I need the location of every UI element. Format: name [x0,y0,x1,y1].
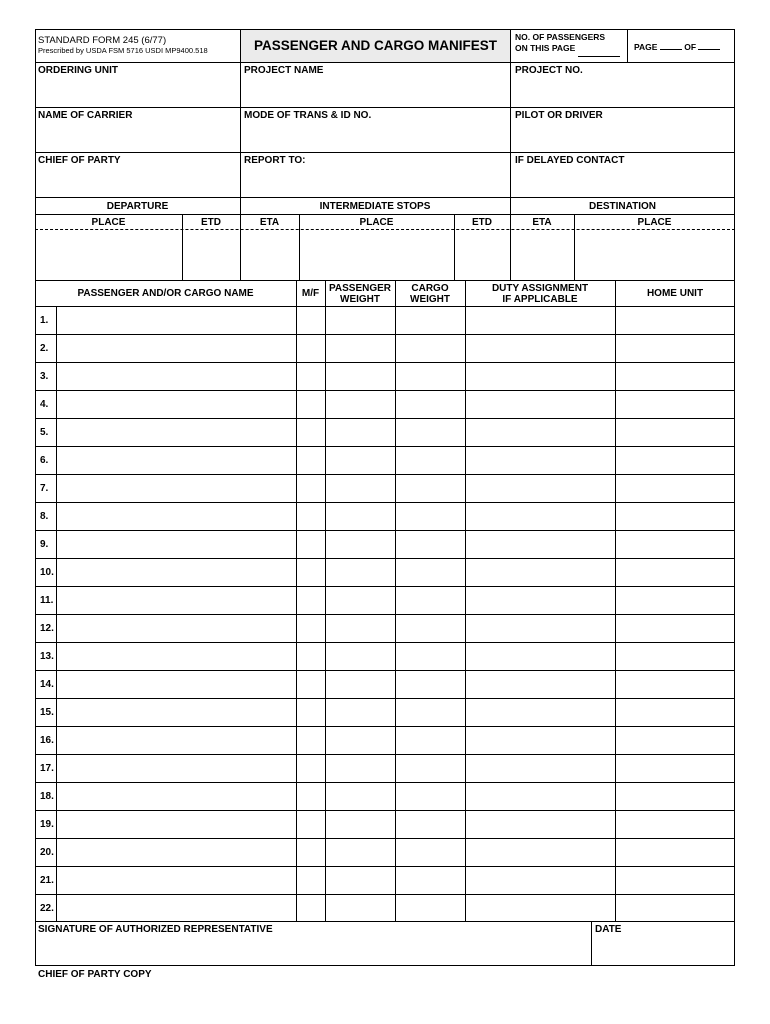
table-row[interactable] [57,727,734,754]
row-number: 15. [40,707,54,718]
destination-place-header: PLACE [637,217,672,228]
ordering-unit-label: ORDERING UNIT [38,65,118,76]
passengers-label-1: NO. OF PASSENGERS [515,32,606,42]
row-number: 6. [40,455,49,466]
passengers-label-2: ON THIS PAGE [515,43,576,53]
col-name-header: PASSENGER AND/OR CARGO NAME [77,288,254,299]
departure-etd-header: ETD [201,217,221,228]
table-row[interactable] [57,867,734,894]
copy-label: CHIEF OF PARTY COPY [38,969,152,980]
row-number: 4. [40,399,49,410]
col-home-unit-header: HOME UNIT [646,288,704,299]
departure-header: DEPARTURE [106,201,169,212]
project-name-label: PROJECT NAME [244,65,324,76]
pilot-or-driver-label: PILOT OR DRIVER [515,110,603,121]
table-row[interactable] [57,559,734,586]
table-row[interactable] [57,811,734,838]
table-row[interactable] [57,531,734,558]
col-cargo-weight-header: CARGO WEIGHT [410,283,450,305]
stops-eta-header: ETA [259,217,280,228]
departure-place-header: PLACE [91,217,126,228]
form-id: STANDARD FORM 245 (6/77) [38,35,167,46]
table-row[interactable] [57,363,734,390]
table-row[interactable] [57,307,734,334]
row-number: 5. [40,427,49,438]
row-number: 9. [40,539,49,550]
table-row[interactable] [57,587,734,614]
row-number: 8. [40,511,49,522]
project-no-label: PROJECT NO. [515,65,583,76]
row-number: 20. [40,847,54,858]
if-delayed-contact-label: IF DELAYED CONTACT [515,155,625,166]
table-row[interactable] [57,895,734,922]
row-number: 12. [40,623,54,634]
destination-header: DESTINATION [588,201,657,212]
table-row[interactable] [57,755,734,782]
table-row[interactable] [57,419,734,446]
row-number: 14. [40,679,54,690]
table-row[interactable] [57,643,734,670]
table-row[interactable] [57,475,734,502]
row-number: 16. [40,735,54,746]
intermediate-stops-header: INTERMEDIATE STOPS [319,201,431,212]
name-of-carrier-label: NAME OF CARRIER [38,110,133,121]
col-mf-header: M/F [301,288,320,299]
row-number: 19. [40,819,54,830]
col-passenger-weight-header: PASSENGER WEIGHT [328,283,392,305]
chief-of-party-label: CHIEF OF PARTY [38,155,121,166]
table-row[interactable] [57,671,734,698]
table-row[interactable] [57,839,734,866]
prescribed-note: Prescribed by USDA FSM 5716 USDI MP9400.518 [38,46,208,55]
row-number: 17. [40,763,54,774]
row-number: 18. [40,791,54,802]
row-number: 7. [40,483,49,494]
passengers-count-field[interactable] [578,56,620,57]
date-label: DATE [595,924,622,935]
page-total-field[interactable] [698,41,720,50]
row-number: 10. [40,567,54,578]
page-field[interactable] [660,41,682,50]
table-row[interactable] [57,503,734,530]
stops-etd-header: ETD [472,217,492,228]
row-number: 13. [40,651,54,662]
mode-of-trans-label: MODE OF TRANS & ID NO. [244,110,372,121]
signature-label: SIGNATURE OF AUTHORIZED REPRESENTATIVE [38,924,273,935]
row-number: 21. [40,875,54,886]
row-number: 1. [40,315,49,326]
page-number-label: PAGE OF [634,41,720,52]
table-row[interactable] [57,391,734,418]
table-row[interactable] [57,783,734,810]
table-row[interactable] [57,699,734,726]
table-row[interactable] [57,447,734,474]
col-duty-header: DUTY ASSIGNMENT IF APPLICABLE [491,283,589,305]
stops-place-header: PLACE [359,217,394,228]
table-row[interactable] [57,335,734,362]
form-title: PASSENGER AND CARGO MANIFEST [253,38,497,53]
report-to-label: REPORT TO: [244,155,306,166]
row-number: 2. [40,343,49,354]
table-row[interactable] [57,615,734,642]
row-number: 11. [40,595,54,606]
row-number: 22. [40,903,54,914]
row-number: 3. [40,371,49,382]
destination-eta-header: ETA [532,217,552,228]
